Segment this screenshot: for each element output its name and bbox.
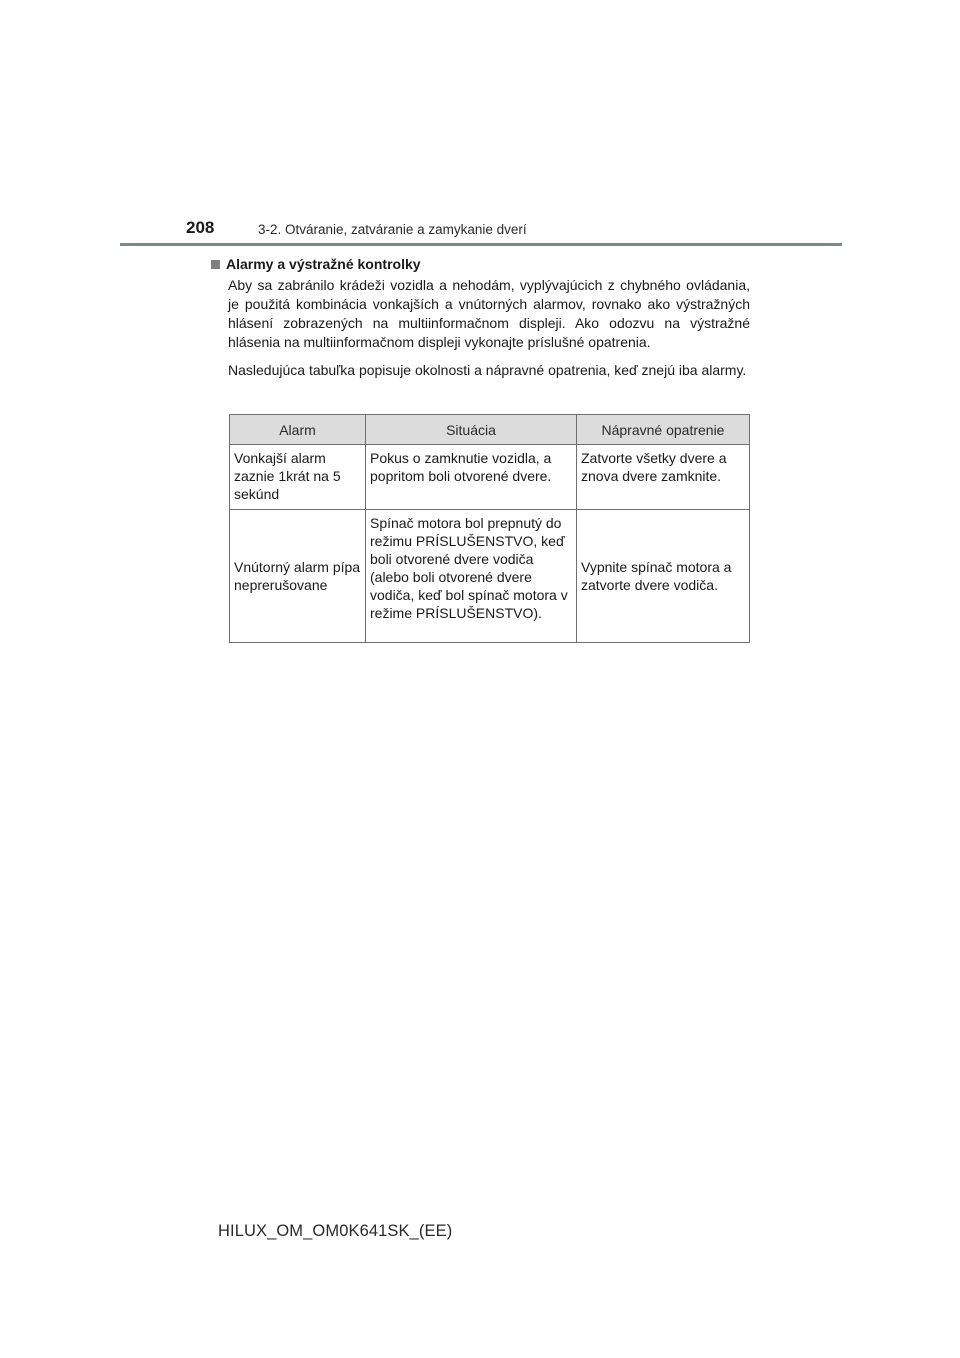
header-alarm: Alarm: [230, 415, 366, 445]
subheading-text: Alarmy a výstražné kontrolky: [226, 256, 421, 272]
cell-alarm: Vnútorný alarm pípa neprerušovane: [230, 510, 366, 643]
cell-remedy: Vypnite spínač motora a zatvorte dvere vodiča.: [577, 510, 750, 643]
table-row: [230, 510, 750, 643]
header-remedy: Nápravné opatrenie: [577, 415, 750, 445]
square-bullet-icon: [211, 260, 220, 269]
alarm-table: [229, 414, 750, 643]
paragraph-intro: Aby sa zabránilo krádeži vozidla a nehodám, vyplývajúcich z chybného ovládania, je použitá kombinácia vonkajších a vnútorných alarmov, rovnako ako výstražných hlásení zobrazených na multiinformačnom displeji. Ako odozvu na výstražné hlásenia na multiinformačnom displeji vykonajte príslušné opatrenia.: [228, 277, 750, 350]
cell-situation: Pokus o zamknutie vozidla, a popritom boli otvorené dvere.: [366, 445, 577, 510]
paragraph-table-intro: Nasledujúca tabuľka popisuje okolnosti a nápravné opatrenia, keď znejú iba alarmy.: [228, 362, 747, 378]
cell-situation: Spínač motora bol prepnutý do režimu PRÍSLUŠENSTVO, keď boli otvorené dvere vodiča (alebo boli otvorené dvere vodiča, keď bol spínač motora v režime PRÍSLUŠENSTVO).: [366, 510, 577, 643]
cell-remedy: Zatvorte všetky dvere a znova dvere zamknite.: [577, 445, 750, 510]
page-number: 208: [186, 218, 215, 237]
cell-alarm: Vonkajší alarm zaznie 1krát na 5 sekúnd: [230, 445, 366, 510]
header-situation: Situácia: [366, 415, 577, 445]
document-code: HILUX_OM_OM0K641SK_(EE): [218, 1222, 453, 1240]
section-content: [210, 254, 750, 380]
header-rule: [120, 243, 842, 246]
table-header-row: [230, 415, 750, 445]
table-row: [230, 445, 750, 510]
section-title: 3-2. Otváranie, zatváranie a zamykanie dverí: [258, 222, 527, 237]
subheading: [210, 254, 750, 274]
